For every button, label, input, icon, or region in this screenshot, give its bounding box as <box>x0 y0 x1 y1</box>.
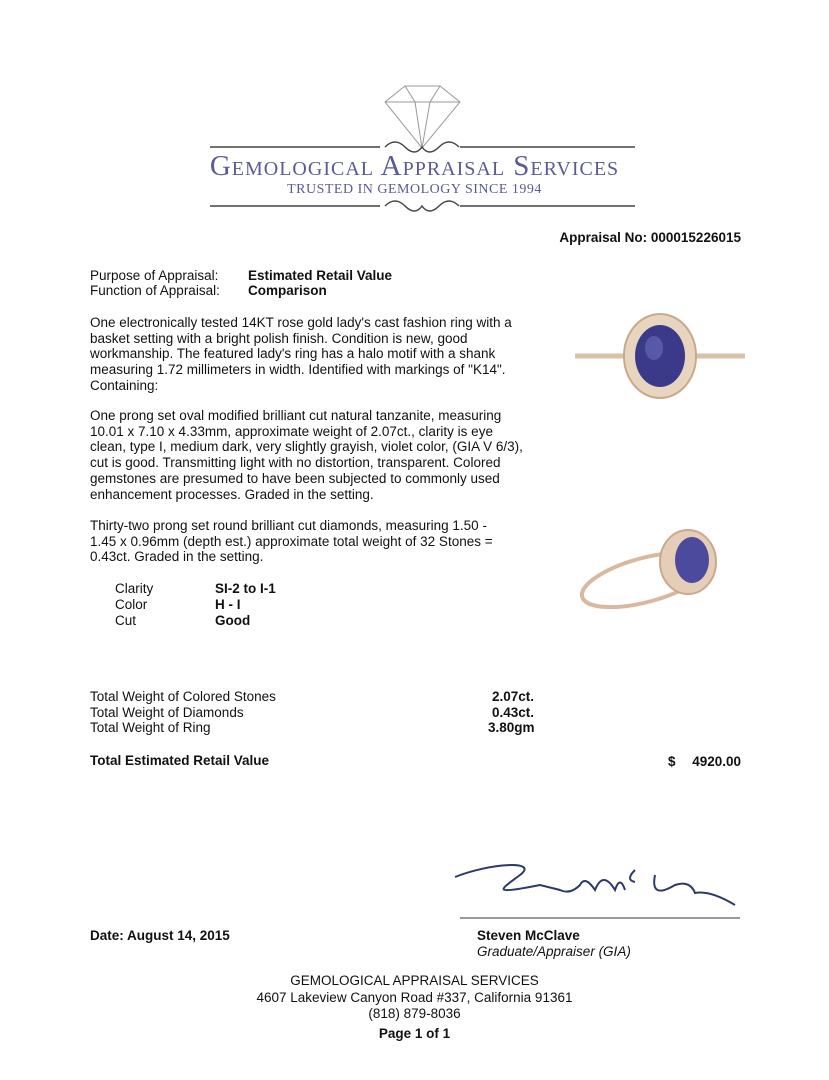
diamonds-description: Thirty-two prong set round brilliant cut diamonds, measuring 1.50 - 1.45 x 0.96mm (depth est.) approximate total weight of 32 Stones = 0.43ct. Graded in the setting. <box>90 518 493 565</box>
grades-table <box>115 581 276 629</box>
page-number: Page 1 of 1 <box>378 1025 451 1041</box>
currency-symbol: $ <box>668 754 676 769</box>
footer-company: GEMOLOGICAL APPRAISAL SERVICES <box>290 973 539 988</box>
grade-value: SI-2 to I-1 <box>215 581 276 596</box>
total-value-amount: 4920.00 <box>692 754 741 769</box>
total-label: Total Weight of Ring <box>90 720 211 736</box>
total-label: Total Weight of Colored Stones <box>90 689 276 704</box>
footer <box>0 973 829 1042</box>
tanzanite-description: One prong set oval modified brilliant cut natural tanzanite, measuring 10.01 x 7.10 x 4.33mm, approximate weight of 2.07ct., clarity is eye clean, type I, medium dark, very slightly grayish, violet color, (GIA V 6/3), cut is good. Transmitting light with no distortion, transparent. Colored gemstones are presumed to have been subjected to commonly used enhancement processes. Graded in the setting. <box>90 408 523 502</box>
company-tagline: TRUSTED IN GEMOLOGY SINCE 1994 <box>287 182 542 197</box>
ring-side-view-image <box>570 520 750 620</box>
footer-address: 4607 Lakeview Canyon Road #337, California 91361 <box>256 989 573 1005</box>
function-label: Function of Appraisal: <box>90 283 220 298</box>
appraiser-title: Graduate/Appraiser (GIA) <box>477 944 631 959</box>
purpose-row <box>90 268 392 298</box>
totals-table <box>90 689 740 736</box>
appraisal-number: Appraisal No: 000015226015 <box>559 230 741 245</box>
company-logo-title: Gemological Appraisal Services <box>209 150 620 182</box>
appraiser-name: Steven McClave <box>477 928 580 943</box>
grade-label: Clarity <box>115 581 154 596</box>
ring-top-view-image <box>570 300 750 410</box>
total-value: 3.80gm <box>488 720 535 736</box>
function-value: Comparison <box>248 283 327 298</box>
total-value: 2.07ct. <box>492 689 535 704</box>
appraisal-date: Date: August 14, 2015 <box>90 928 230 943</box>
purpose-value: Estimated Retail Value <box>248 268 393 283</box>
footer-phone: (818) 879-8036 <box>368 1006 461 1021</box>
grade-value: H - I <box>215 597 241 612</box>
total-value: 0.43ct. <box>492 704 535 720</box>
purpose-label: Purpose of Appraisal: <box>90 268 219 283</box>
grade-label: Cut <box>115 613 137 628</box>
appraiser-signature <box>450 855 750 925</box>
total-label: Total Weight of Diamonds <box>90 704 244 720</box>
grade-value: Good <box>215 613 251 628</box>
grade-label: Color <box>115 597 148 612</box>
ring-description: One electronically tested 14KT rose gold lady's cast fashion ring with a basket setting with a bright polish finish. Condition is new, good workmanship. The featured lady's ring has a halo motif with a shank measuring 1.72 millimeters in width. Identified with markings of "K14". Containing: <box>90 315 512 393</box>
total-value-label: Total Estimated Retail Value <box>90 753 270 768</box>
